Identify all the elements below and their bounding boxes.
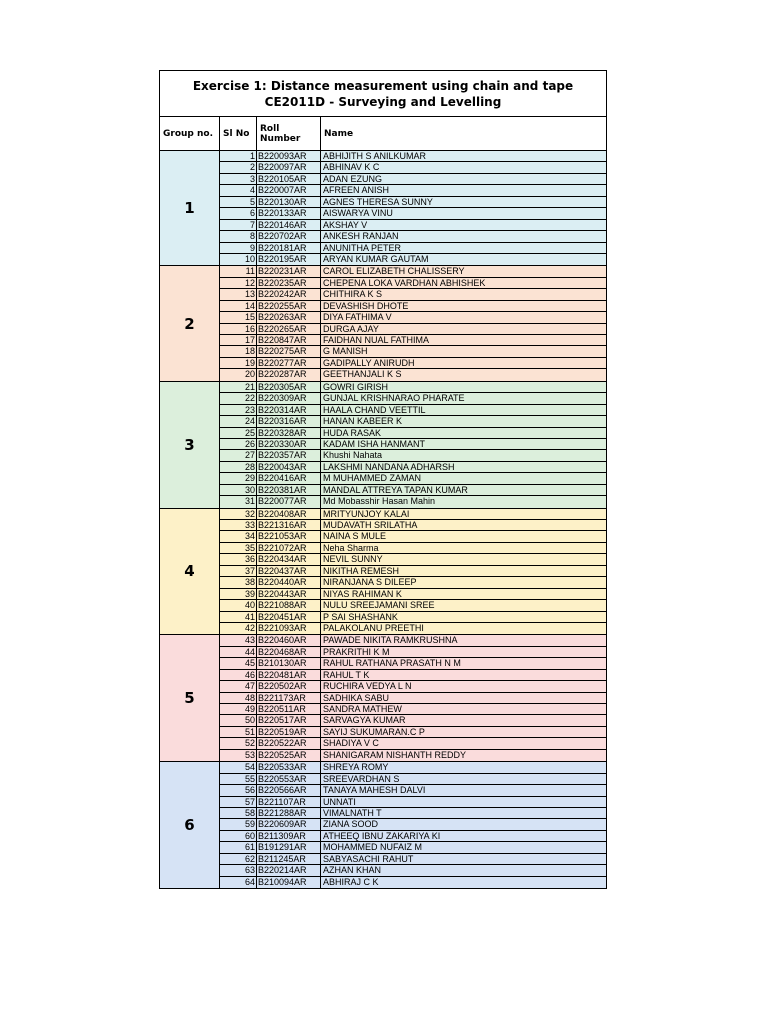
roll-number-cell: B220093AR — [257, 151, 321, 161]
roll-number-cell: B211245AR — [257, 854, 321, 864]
name-cell: SADHIKA SABU — [323, 692, 390, 703]
name-cell: DEVASHISH DHOTE — [323, 300, 409, 311]
roll-number-cell: B220511AR — [257, 704, 321, 714]
name-cell: KADAM ISHA HANMANT — [323, 438, 426, 449]
sl-no-cell: 57 — [220, 797, 257, 807]
table-row — [220, 589, 606, 600]
group-rows — [220, 509, 606, 635]
roll-number-cell: B220214AR — [257, 865, 321, 875]
table-row — [220, 842, 606, 853]
roll-number-cell: B220195AR — [257, 254, 321, 265]
sl-no-cell: 16 — [220, 324, 257, 334]
table-row — [220, 462, 606, 473]
sl-no-cell: 27 — [220, 450, 257, 460]
group-rows — [220, 151, 606, 265]
roll-number-cell: B221107AR — [257, 797, 321, 807]
roll-number-cell: B220287AR — [257, 369, 321, 380]
roll-number-cell: B220440AR — [257, 577, 321, 587]
name-cell: ABHIJITH S ANILKUMAR — [323, 151, 427, 161]
roll-number-cell: B220437AR — [257, 566, 321, 576]
roll-number-cell: B220265AR — [257, 324, 321, 334]
group-rows — [220, 762, 606, 888]
roll-number-cell: B210130AR — [257, 658, 321, 668]
roll-number-cell: B220097AR — [257, 162, 321, 172]
table-row — [220, 485, 606, 496]
sl-no-cell: 59 — [220, 819, 257, 829]
name-cell: ADAN EZUNG — [323, 173, 383, 184]
roll-number-cell: B220553AR — [257, 774, 321, 784]
sl-no-cell: 25 — [220, 428, 257, 438]
roll-number-cell: B220566AR — [257, 785, 321, 795]
roll-number-cell: B220263AR — [257, 312, 321, 322]
sl-no-cell: 42 — [220, 623, 257, 634]
table-row — [220, 208, 606, 219]
name-cell: NIKITHA REMESH — [323, 565, 400, 576]
sl-no-cell: 9 — [220, 243, 257, 253]
table-row — [220, 577, 606, 588]
name-cell: RAHUL T K — [323, 669, 370, 680]
sl-no-cell: 35 — [220, 543, 257, 553]
table-row — [220, 865, 606, 876]
table-row — [220, 358, 606, 369]
sl-no-cell: 21 — [220, 382, 257, 392]
roll-number-cell: B220381AR — [257, 485, 321, 495]
sl-no-cell: 7 — [220, 220, 257, 230]
table-row — [220, 831, 606, 842]
roll-number-cell: B220328AR — [257, 428, 321, 438]
table-row — [220, 774, 606, 785]
sl-no-cell: 23 — [220, 405, 257, 415]
group-number: 6 — [160, 762, 220, 888]
name-cell: SHADIYA V C — [323, 738, 379, 749]
sl-no-cell: 41 — [220, 612, 257, 622]
roll-number-cell: B220242AR — [257, 289, 321, 299]
roll-number-cell: B220314AR — [257, 405, 321, 415]
table-row — [220, 231, 606, 242]
roll-number-cell: B220481AR — [257, 670, 321, 680]
sl-no-cell: 8 — [220, 231, 257, 241]
sl-no-cell: 11 — [220, 266, 257, 276]
name-cell: ABHIRAJ C K — [323, 876, 379, 887]
name-cell: ANUNITHA PETER — [323, 242, 402, 253]
sl-no-cell: 53 — [220, 750, 257, 761]
table-row — [220, 509, 606, 520]
roll-number-cell: B221288AR — [257, 808, 321, 818]
name-cell: SHANIGARAM NISHANTH REDDY — [323, 749, 467, 760]
sl-no-cell: 10 — [220, 254, 257, 265]
table-row — [220, 600, 606, 611]
table-row — [220, 416, 606, 427]
table-row — [220, 520, 606, 531]
roll-number-cell: B220007AR — [257, 185, 321, 195]
sl-no-cell: 3 — [220, 174, 257, 184]
table-row — [220, 727, 606, 738]
roll-number-cell: B220533AR — [257, 762, 321, 772]
roll-number-cell: B220277AR — [257, 358, 321, 368]
roll-number-cell: B220309AR — [257, 393, 321, 403]
sl-no-cell: 1 — [220, 151, 257, 161]
group-rows — [220, 382, 606, 508]
roll-number-cell: B220525AR — [257, 750, 321, 761]
sl-no-cell: 39 — [220, 589, 257, 599]
sl-no-cell: 50 — [220, 715, 257, 725]
roll-number-cell: B220105AR — [257, 174, 321, 184]
table-row — [220, 335, 606, 346]
sl-no-cell: 26 — [220, 439, 257, 449]
table-row — [220, 566, 606, 577]
name-cell: AGNES THERESA SUNNY — [323, 196, 433, 207]
group-block — [160, 509, 606, 636]
roll-number-cell: B220316AR — [257, 416, 321, 426]
title-block — [160, 71, 606, 117]
roll-number-cell: B220077AR — [257, 496, 321, 507]
roll-number-cell: B220519AR — [257, 727, 321, 737]
sl-no-cell: 46 — [220, 670, 257, 680]
name-cell: FAIDHAN NUAL FATHIMA — [323, 335, 430, 345]
sl-no-cell: 51 — [220, 727, 257, 737]
table-row — [220, 243, 606, 254]
roll-number-cell: B220231AR — [257, 266, 321, 276]
sl-no-cell: 58 — [220, 808, 257, 818]
table-row — [220, 301, 606, 312]
name-cell: G MANISH — [323, 346, 368, 357]
group-block — [160, 762, 606, 888]
roll-number-cell: B220181AR — [257, 243, 321, 253]
table-row — [220, 693, 606, 704]
sl-no-cell: 13 — [220, 289, 257, 299]
group-number: 3 — [160, 382, 220, 508]
header-sl-no: Sl No — [220, 117, 257, 150]
sl-no-cell: 24 — [220, 416, 257, 426]
name-cell: AKSHAY V — [323, 219, 368, 230]
table-row — [220, 554, 606, 565]
table-row — [220, 496, 606, 507]
header-roll-number: Roll Number — [257, 117, 321, 150]
roll-number-cell: B210094AR — [257, 877, 321, 888]
table-row — [220, 635, 606, 646]
sl-no-cell: 49 — [220, 704, 257, 714]
name-cell: SREEVARDHAN S — [323, 773, 400, 784]
table-row — [220, 450, 606, 461]
group-number: 2 — [160, 266, 220, 380]
name-cell: Khushi Nahata — [323, 450, 383, 461]
roll-number-cell: B220522AR — [257, 738, 321, 748]
roll-number-cell: B220357AR — [257, 450, 321, 460]
group-rows — [220, 266, 606, 380]
sl-no-cell: 63 — [220, 865, 257, 875]
name-cell: GEETHANJALI K S — [323, 369, 402, 380]
table-row — [220, 174, 606, 185]
name-cell: AISWARYA VINU — [323, 208, 393, 219]
table-row — [220, 369, 606, 380]
roll-number-cell: B221088AR — [257, 600, 321, 610]
roll-number-cell: B220443AR — [257, 589, 321, 599]
name-cell: NEVIL SUNNY — [323, 554, 383, 565]
roll-number-cell: B221173AR — [257, 693, 321, 703]
sl-no-cell: 36 — [220, 554, 257, 564]
table-row — [220, 428, 606, 439]
roll-number-cell: B220408AR — [257, 509, 321, 519]
table-row — [220, 543, 606, 554]
roll-number-cell: B220043AR — [257, 462, 321, 472]
roll-number-cell: B220451AR — [257, 612, 321, 622]
name-cell: CHITHIRA K S — [323, 289, 383, 300]
sl-no-cell: 6 — [220, 208, 257, 218]
name-cell: PALAKOLANU PREETHI — [323, 622, 424, 633]
name-cell: ANKESH RANJAN — [323, 231, 399, 242]
name-cell: ABHINAV K C — [323, 162, 380, 173]
table-row — [220, 750, 606, 761]
roll-number-cell: B220468AR — [257, 647, 321, 657]
table-row — [220, 312, 606, 323]
name-cell: M MUHAMMED ZAMAN — [323, 473, 421, 484]
table-row — [220, 704, 606, 715]
sl-no-cell: 30 — [220, 485, 257, 495]
name-cell: AZHAN KHAN — [323, 865, 382, 876]
name-cell: HAALA CHAND VEETTIL — [323, 404, 426, 415]
roll-number-cell: B220130AR — [257, 197, 321, 207]
name-cell: Neha Sharma — [323, 542, 379, 553]
sl-no-cell: 28 — [220, 462, 257, 472]
table-row — [220, 715, 606, 726]
page-title: Exercise 1: Distance measurement using chain and tape — [192, 78, 574, 93]
table-row — [220, 808, 606, 819]
sl-no-cell: 64 — [220, 877, 257, 888]
sl-no-cell: 44 — [220, 647, 257, 657]
table-row — [220, 197, 606, 208]
roll-number-cell: B220702AR — [257, 231, 321, 241]
name-cell: TANAYA MAHESH DALVI — [323, 785, 426, 796]
name-cell: NIYAS RAHIMAN K — [323, 588, 402, 599]
sl-no-cell: 18 — [220, 346, 257, 356]
name-cell: DURGA AJAY — [323, 323, 379, 334]
sl-no-cell: 61 — [220, 842, 257, 852]
roll-number-cell: B221053AR — [257, 531, 321, 541]
table-row — [220, 151, 606, 162]
table-row — [220, 612, 606, 623]
roll-number-cell: B220275AR — [257, 346, 321, 356]
roll-number-cell: B220416AR — [257, 473, 321, 483]
name-cell: ATHEEQ IBNU ZAKARIYA KI — [323, 830, 441, 841]
name-cell: SARVAGYA KUMAR — [323, 715, 406, 726]
roll-number-cell: B220502AR — [257, 681, 321, 691]
sl-no-cell: 62 — [220, 854, 257, 864]
table-row — [220, 278, 606, 289]
name-cell: GADIPALLY ANIRUDH — [323, 357, 415, 368]
table-row — [220, 785, 606, 796]
name-cell: AFREEN ANISH — [323, 185, 390, 196]
roll-number-cell: B220460AR — [257, 635, 321, 645]
sl-no-cell: 54 — [220, 762, 257, 772]
sl-no-cell: 34 — [220, 531, 257, 541]
roll-number-cell: B191291AR — [257, 842, 321, 852]
name-cell: MRITYUNJOY KALAI — [323, 508, 410, 519]
roll-number-cell: B211309AR — [257, 831, 321, 841]
table-row — [220, 877, 606, 888]
roll-number-cell: B220255AR — [257, 301, 321, 311]
sl-no-cell: 55 — [220, 774, 257, 784]
name-cell: Md Mobasshir Hasan Mahin — [323, 496, 436, 507]
name-cell: MUDAVATH SRILATHA — [323, 520, 418, 530]
roll-number-cell: B220847AR — [257, 335, 321, 345]
name-cell: UNNATI — [323, 796, 356, 807]
name-cell: VIMALNATH T — [323, 807, 382, 818]
course-subtitle: CE2011D - Surveying and Levelling — [264, 94, 502, 109]
sl-no-cell: 33 — [220, 520, 257, 530]
roll-number-cell: B220235AR — [257, 278, 321, 288]
sl-no-cell: 29 — [220, 473, 257, 483]
name-cell: NULU SREEJAMANI SREE — [323, 600, 435, 611]
attendance-sheet — [159, 70, 607, 889]
sl-no-cell: 47 — [220, 681, 257, 691]
table-row — [220, 762, 606, 773]
name-cell: NAINA S MULE — [323, 531, 387, 542]
group-block — [160, 635, 606, 762]
table-row — [220, 658, 606, 669]
name-cell: NIRANJANA S DILEEP — [323, 577, 417, 588]
table-row — [220, 670, 606, 681]
table-row — [220, 220, 606, 231]
roll-number-cell: B220434AR — [257, 554, 321, 564]
table-row — [220, 647, 606, 658]
table-row — [220, 854, 606, 865]
sl-no-cell: 5 — [220, 197, 257, 207]
roll-number-cell: B220305AR — [257, 382, 321, 392]
sl-no-cell: 37 — [220, 566, 257, 576]
sl-no-cell: 12 — [220, 278, 257, 288]
group-rows — [220, 635, 606, 761]
name-cell: RUCHIRA VEDYA L N — [323, 681, 412, 692]
sl-no-cell: 19 — [220, 358, 257, 368]
header-group-no: Group no. — [160, 117, 220, 150]
table-header — [160, 117, 606, 151]
name-cell: RAHUL RATHANA PRASATH N M — [323, 658, 461, 669]
table-row — [220, 623, 606, 634]
roll-number-cell: B220133AR — [257, 208, 321, 218]
name-cell: PAWADE NIKITA RAMKRUSHNA — [323, 635, 458, 646]
name-cell: HANAN KABEER K — [323, 416, 403, 427]
sl-no-cell: 60 — [220, 831, 257, 841]
sl-no-cell: 48 — [220, 693, 257, 703]
name-cell: ZIANA SOOD — [323, 819, 379, 830]
sl-no-cell: 40 — [220, 600, 257, 610]
name-cell: CAROL ELIZABETH CHALISSERY — [323, 266, 465, 277]
table-row — [220, 185, 606, 196]
sl-no-cell: 45 — [220, 658, 257, 668]
roll-number-cell: B221072AR — [257, 543, 321, 553]
name-cell: MOHAMMED NUFAIZ M — [323, 842, 422, 853]
sl-no-cell: 56 — [220, 785, 257, 795]
roll-number-cell: B221316AR — [257, 520, 321, 530]
sl-no-cell: 17 — [220, 335, 257, 345]
name-cell: P SAI SHASHANK — [323, 611, 398, 622]
roll-number-cell: B220146AR — [257, 220, 321, 230]
table-row — [220, 393, 606, 404]
table-row — [220, 819, 606, 830]
group-block — [160, 151, 606, 266]
sl-no-cell: 2 — [220, 162, 257, 172]
sl-no-cell: 52 — [220, 738, 257, 748]
name-cell: LAKSHMI NANDANA ADHARSH — [323, 461, 455, 472]
table-row — [220, 473, 606, 484]
name-cell: DIYA FATHIMA V — [323, 312, 392, 323]
table-row — [220, 382, 606, 393]
table-row — [220, 254, 606, 265]
sl-no-cell: 43 — [220, 635, 257, 645]
roll-number-cell: B220609AR — [257, 819, 321, 829]
group-block — [160, 382, 606, 509]
table-row — [220, 324, 606, 335]
table-row — [220, 405, 606, 416]
name-cell: PRAKRITHI K M — [323, 646, 390, 657]
table-row — [220, 531, 606, 542]
sl-no-cell: 14 — [220, 301, 257, 311]
name-cell: SAYIJ SUKUMARAN.C P — [323, 726, 425, 737]
table-row — [220, 289, 606, 300]
table-row — [220, 681, 606, 692]
table-row — [220, 346, 606, 357]
group-number: 4 — [160, 509, 220, 635]
name-cell: SHREYA ROMY — [323, 762, 389, 773]
table-row — [220, 797, 606, 808]
name-cell: SABYASACHI RAHUT — [323, 853, 414, 864]
name-cell: HUDA RASAK — [323, 427, 382, 438]
roll-number-cell: B220330AR — [257, 439, 321, 449]
name-cell: CHEPENA LOKA VARDHAN ABHISHEK — [323, 277, 486, 288]
table-row — [220, 738, 606, 749]
name-cell: ARYAN KUMAR GAUTAM — [323, 253, 429, 264]
table-row — [220, 266, 606, 277]
group-list — [160, 151, 606, 888]
table-row — [220, 162, 606, 173]
roll-number-cell: B220517AR — [257, 715, 321, 725]
roll-number-cell: B221093AR — [257, 623, 321, 634]
sl-no-cell: 15 — [220, 312, 257, 322]
name-cell: GUNJAL KRISHNARAO PHARATE — [323, 393, 465, 404]
group-block — [160, 266, 606, 381]
table-row — [220, 439, 606, 450]
sl-no-cell: 4 — [220, 185, 257, 195]
sl-no-cell: 20 — [220, 369, 257, 380]
name-cell: SANDRA MATHEW — [323, 704, 402, 714]
group-number: 1 — [160, 151, 220, 265]
sl-no-cell: 32 — [220, 509, 257, 519]
sl-no-cell: 38 — [220, 577, 257, 587]
sl-no-cell: 22 — [220, 393, 257, 403]
group-number: 5 — [160, 635, 220, 761]
name-cell: MANDAL ATTREYA TAPAN KUMAR — [323, 484, 468, 495]
sl-no-cell: 31 — [220, 496, 257, 507]
header-name: Name — [324, 128, 354, 139]
name-cell: GOWRI GIRISH — [323, 381, 388, 392]
